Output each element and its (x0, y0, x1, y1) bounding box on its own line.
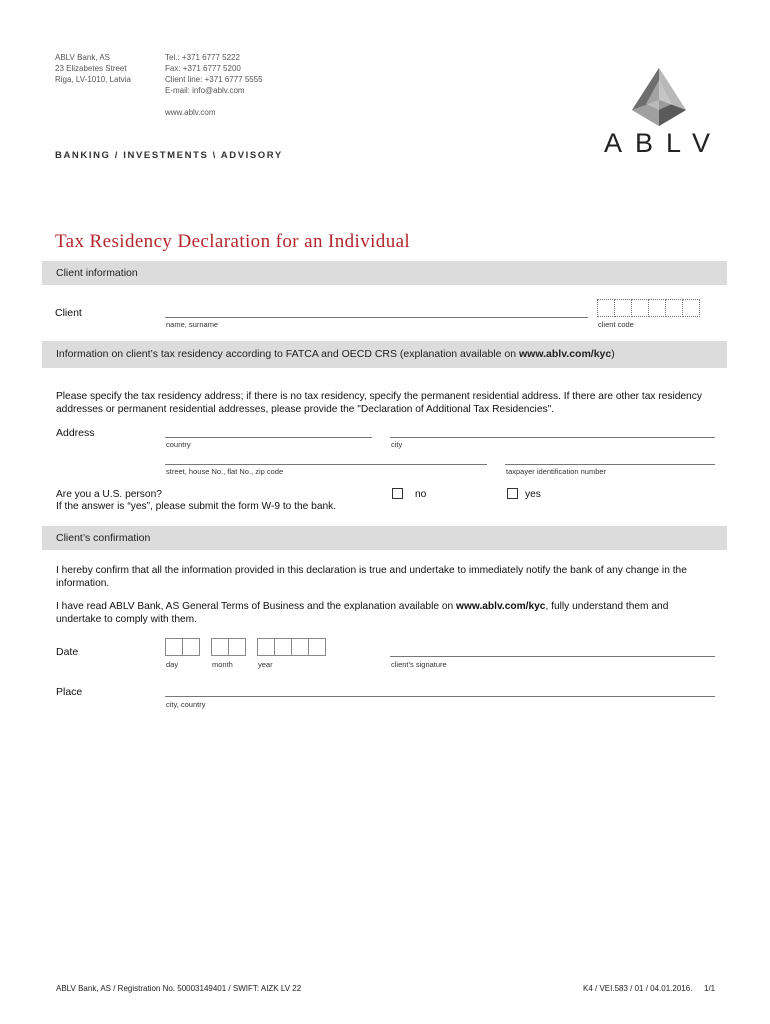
bank-fax: Fax: +371 6777 5200 (165, 64, 241, 73)
tax-instruction: Please specify the tax residency address; if there is no tax residency, specify the permanent residential address. If there are other tax residency addresses or permanent residential addresses, please provide the "Declaration of Additional Tax Residencies". (56, 391, 702, 415)
client-code-box[interactable] (648, 299, 666, 317)
tax-section-prefix: Information on client’s tax residency according to FATCA and OECD CRS (explanation available on (56, 348, 520, 360)
date-day-field[interactable] (165, 638, 199, 656)
date-box[interactable] (274, 638, 292, 656)
place-field[interactable] (165, 696, 715, 697)
country-caption: country (166, 440, 191, 449)
date-box[interactable] (308, 638, 326, 656)
bank-email: E-mail: info@ablv.com (165, 86, 245, 95)
yes-label: yes (525, 489, 541, 500)
tax-section-suffix: ) (611, 348, 615, 360)
street-caption: street, house No., flat No., zip code (166, 467, 284, 476)
bank-street: 23 Elizabetes Street (55, 64, 127, 73)
confirmation-paragraph: I hereby confirm that all the information provided in this declaration is true and undertake to immediately notify the bank of any change in the information. (56, 565, 687, 589)
date-label: Date (56, 646, 79, 658)
section-client-information: Client information (42, 261, 727, 285)
kyc-link[interactable]: www.ablv.com/kyc (519, 348, 612, 360)
us-person-question: Are you a U.S. person? (56, 489, 162, 500)
client-code-box[interactable] (682, 299, 700, 317)
month-caption: month (212, 660, 233, 669)
street-field[interactable] (165, 464, 487, 465)
date-box[interactable] (182, 638, 200, 656)
day-caption: day (166, 660, 179, 669)
client-code-box[interactable] (597, 299, 615, 317)
date-month-field[interactable] (211, 638, 245, 656)
date-box[interactable] (165, 638, 183, 656)
place-caption: city, country (166, 700, 206, 709)
signature-field[interactable] (390, 656, 715, 657)
client-name-field[interactable] (165, 317, 588, 318)
us-person-no-checkbox[interactable] (392, 488, 403, 499)
footer-registration: ABLV Bank, AS / Registration No. 50003149401 / SWIFT: AIZK LV 22 (56, 984, 302, 993)
date-box[interactable] (257, 638, 275, 656)
bank-city: Riga, LV-1010, Latvia (55, 75, 131, 84)
us-person-note: If the answer is “yes”, please submit the form W-9 to the bank. (56, 501, 337, 512)
no-label: no (415, 489, 427, 500)
client-code-box[interactable] (631, 299, 649, 317)
client-code-box[interactable] (614, 299, 632, 317)
section-tax-residency (42, 341, 727, 368)
tagline: BANKING / INVESTMENTS \ ADVISORY (55, 150, 283, 161)
client-label: Client (55, 307, 82, 319)
ablv-logo-icon (628, 66, 690, 128)
terms-prefix: I have read ABLV Bank, AS General Terms of Business and the explanation available on (56, 601, 457, 612)
section-client-confirmation: Client’s confirmation (42, 526, 727, 550)
footer-page-number: 1/1 (704, 984, 716, 993)
terms-paragraph (56, 601, 716, 626)
terms-suffix: , fully understand them and undertake to comply with them. (56, 601, 669, 625)
page-title: Tax Residency Declaration for an Individual (55, 231, 411, 252)
signature-caption: client’s signature (391, 660, 447, 669)
client-code-caption: client code (598, 320, 634, 329)
bank-website: www.ablv.com (165, 108, 216, 117)
bank-client-line: Client line: +371 6777 5555 (165, 75, 263, 84)
bank-name: ABLV Bank, AS (55, 53, 110, 62)
place-label: Place (56, 686, 83, 698)
tin-caption: taxpayer identification number (506, 467, 607, 476)
address-label: Address (56, 427, 95, 439)
name-surname-caption: name, surname (166, 320, 219, 329)
bank-address-block (55, 52, 131, 85)
city-caption: city (391, 440, 403, 449)
bank-contact-block (165, 52, 263, 118)
terms-kyc-link[interactable]: www.ablv.com/kyc (456, 601, 546, 612)
year-caption: year (258, 660, 273, 669)
date-box[interactable] (291, 638, 309, 656)
ablv-logo-text: ABLV (604, 128, 724, 158)
city-field[interactable] (390, 437, 715, 438)
us-person-yes-checkbox[interactable] (507, 488, 518, 499)
tin-field[interactable] (505, 464, 715, 465)
client-code-field[interactable] (597, 299, 699, 317)
date-box[interactable] (211, 638, 229, 656)
country-field[interactable] (165, 437, 372, 438)
footer-version: K4 / VEI.583 / 01 / 04.01.2016. (583, 984, 693, 993)
bank-tel: Tel.: +371 6777 5222 (165, 53, 240, 62)
client-code-box[interactable] (665, 299, 683, 317)
date-year-field[interactable] (257, 638, 325, 656)
date-box[interactable] (228, 638, 246, 656)
